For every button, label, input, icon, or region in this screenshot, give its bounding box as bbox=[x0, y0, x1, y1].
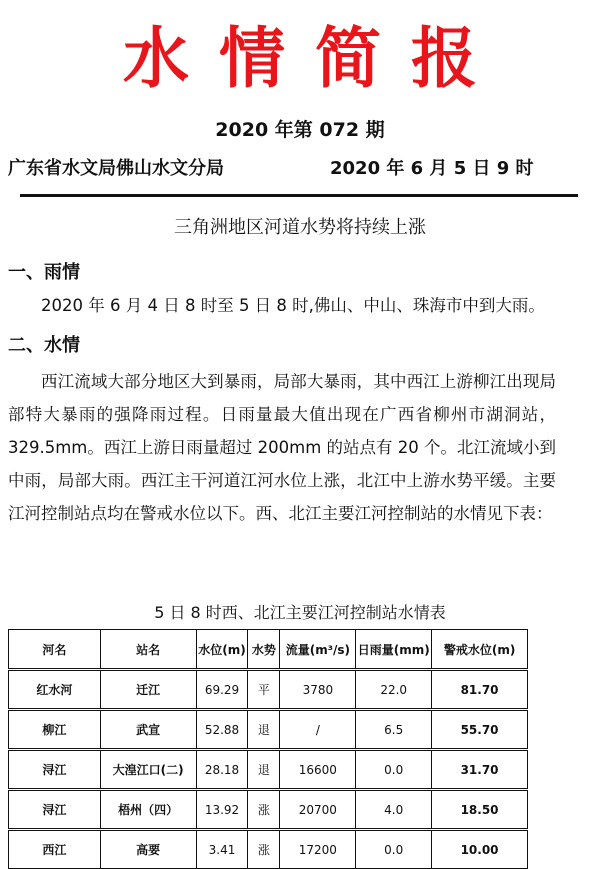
cell-station: 梧州（四） bbox=[100, 790, 196, 830]
cell-station: 武宣 bbox=[100, 710, 196, 750]
issue-number: 2020 年第 072 期 bbox=[215, 119, 385, 141]
table-row bbox=[9, 790, 528, 830]
cell-station: 高要 bbox=[100, 830, 196, 869]
cell-flow: 16600 bbox=[280, 750, 356, 790]
cell-water-level: 28.18 bbox=[196, 750, 248, 790]
cell-flow: 20700 bbox=[280, 790, 356, 830]
cell-warning-level: 81.70 bbox=[432, 670, 528, 710]
issuing-organization: 广东省水文局佛山水文分局 bbox=[8, 158, 224, 179]
cell-trend: 退 bbox=[248, 750, 280, 790]
header-station: 站名 bbox=[100, 630, 196, 670]
cell-river: 浔江 bbox=[9, 750, 101, 790]
water-status-table bbox=[8, 629, 528, 869]
header-daily-rain: 日雨量(mm) bbox=[356, 630, 432, 670]
cell-warning-level: 10.00 bbox=[432, 830, 528, 869]
issue-date: 2020 年 6 月 5 日 9 时 bbox=[330, 158, 534, 179]
cell-flow: 17200 bbox=[280, 830, 356, 869]
table-row bbox=[9, 710, 528, 750]
cell-station: 大湟江口(二) bbox=[100, 750, 196, 790]
table-caption: 5 日 8 时西、北江主要江河控制站水情表 bbox=[154, 603, 446, 622]
cell-river: 浔江 bbox=[9, 790, 101, 830]
cell-daily-rain: 6.5 bbox=[356, 710, 432, 750]
cell-warning-level: 18.50 bbox=[432, 790, 528, 830]
cell-trend: 平 bbox=[248, 670, 280, 710]
cell-station: 迁江 bbox=[100, 670, 196, 710]
bulletin-title: 水情简报 bbox=[123, 19, 507, 97]
cell-trend: 退 bbox=[248, 710, 280, 750]
headline: 三角洲地区河道水势将持续上涨 bbox=[174, 217, 426, 238]
cell-daily-rain: 0.0 bbox=[356, 830, 432, 869]
cell-trend: 涨 bbox=[248, 830, 280, 869]
header-water-level: 水位(m) bbox=[196, 630, 248, 670]
section-heading-rain: 一、雨情 bbox=[8, 262, 80, 283]
cell-flow: 3780 bbox=[280, 670, 356, 710]
cell-water-level: 69.29 bbox=[196, 670, 248, 710]
cell-river: 红水河 bbox=[9, 670, 101, 710]
table-row bbox=[9, 750, 528, 790]
cell-water-level: 52.88 bbox=[196, 710, 248, 750]
cell-daily-rain: 22.0 bbox=[356, 670, 432, 710]
cell-river: 西江 bbox=[9, 830, 101, 869]
cell-trend: 涨 bbox=[248, 790, 280, 830]
cell-flow: / bbox=[280, 710, 356, 750]
cell-daily-rain: 0.0 bbox=[356, 750, 432, 790]
cell-river: 柳江 bbox=[9, 710, 101, 750]
cell-daily-rain: 4.0 bbox=[356, 790, 432, 830]
table-header-row bbox=[9, 630, 528, 670]
header-flow: 流量(m³/s) bbox=[280, 630, 356, 670]
header-river: 河名 bbox=[9, 630, 101, 670]
paragraph-water: 西江流域大部分地区大到暴雨，局部大暴雨，其中西江上游柳江出现局部特大暴雨的强降雨过程。日雨量最大值出现在广西省柳州市湖洞站，329.5mm。西江上游日雨量超过 200mm 的站点有 20 个。北江流域小到中雨，局部大雨。西江主干河道江河水位上涨，北江中上游水势平缓。主要江河控制站点均在警戒水位以下。西、北江主要江河控制站的水情见下表： bbox=[8, 372, 556, 523]
header-trend: 水势 bbox=[248, 630, 280, 670]
table-row bbox=[9, 670, 528, 710]
cell-water-level: 3.41 bbox=[196, 830, 248, 869]
header-warning-level: 警戒水位(m) bbox=[432, 630, 528, 670]
table-row bbox=[9, 830, 528, 869]
header-divider bbox=[20, 194, 578, 197]
paragraph-rain: 2020 年 6 月 4 日 8 时至 5 日 8 时,佛山、中山、珠海市中到大雨。 bbox=[41, 296, 545, 315]
cell-warning-level: 31.70 bbox=[432, 750, 528, 790]
cell-warning-level: 55.70 bbox=[432, 710, 528, 750]
cell-water-level: 13.92 bbox=[196, 790, 248, 830]
section-heading-water: 二、水情 bbox=[8, 335, 80, 356]
